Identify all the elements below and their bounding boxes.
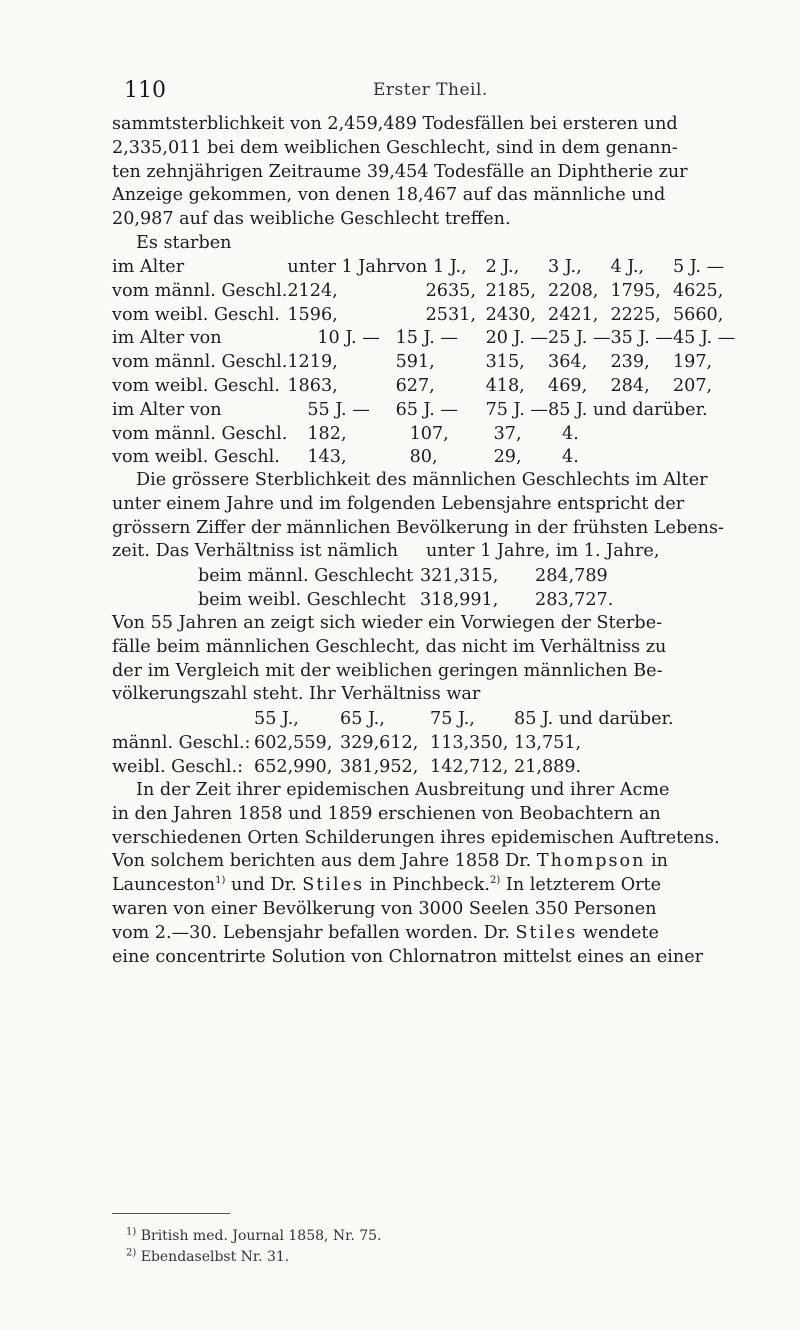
place-name: Launceston — [112, 875, 216, 896]
text-line: Von 55 Jahren an zeigt sich wieder ein Vorwiegen der Sterbe- — [112, 613, 663, 633]
table-cell: 1795, — [610, 280, 661, 301]
text-line: Die grössere Sterblichkeit des männlichen Geschlechts im Alter — [136, 470, 708, 490]
table-cell: 364, — [548, 352, 588, 373]
table-cell: 207, — [672, 375, 713, 396]
table-cell: 3 J., — [548, 257, 582, 277]
person-name: Thompson — [536, 851, 646, 872]
table-row — [112, 304, 735, 328]
table-cell: 20 J. — — [485, 328, 549, 349]
text-line: eine concentrirte Solution von Chlornatron mittelst eines an einer — [112, 946, 704, 967]
table-cell: vom männl. Geschl. — [112, 352, 288, 373]
age-table — [112, 256, 735, 470]
table-row — [112, 280, 735, 304]
text-fragment: wendete — [582, 922, 659, 943]
table-cell: 239, — [610, 352, 650, 373]
table-cell — [112, 708, 254, 732]
table-cell: vom männl. Geschl. — [112, 423, 288, 444]
ratio-table-1 — [198, 565, 613, 613]
table-cell: 65 J. — — [395, 399, 459, 420]
text-fragment: Von solchem berichten aus dem Jahre 1858 Dr. — [112, 851, 532, 872]
table-cell: 15 J. — — [395, 328, 459, 349]
running-head: Erster Theil. — [373, 80, 488, 100]
table-cell: 45 J. — — [672, 328, 736, 349]
footnotes — [112, 1226, 382, 1268]
text-line: der im Vergleich mit der weiblichen geringen männlichen Be- — [112, 660, 663, 681]
text-line: in den Jahren 1858 und 1859 erschienen von Beobachtern an — [112, 803, 661, 824]
table-cell: von 1 J., — [395, 257, 467, 277]
text-line — [112, 922, 740, 946]
table-row — [112, 708, 674, 732]
text-line — [112, 874, 740, 898]
footnote — [126, 1226, 382, 1247]
table-cell: 37, — [493, 423, 522, 444]
paragraph-3 — [112, 612, 740, 707]
table-cell: 321,315, — [420, 566, 499, 586]
table-cell: 65 J., — [340, 709, 385, 729]
table-cell: 10 J. — — [317, 328, 380, 349]
table-cell: 2430, — [485, 304, 536, 325]
table-cell: vom weibl. Geschl. — [112, 447, 280, 468]
table-cell: 5660, — [672, 304, 724, 325]
table-cell: 284,789 — [535, 566, 608, 586]
table-cell: 652,990, — [254, 756, 333, 777]
table-cell: 2225, — [610, 304, 661, 325]
text-line: 2,335,011 bei dem weiblichen Geschlecht, sind in dem genann- — [112, 137, 678, 158]
table-cell: 80, — [409, 447, 438, 468]
text-line: verschiedenen Orten Schilderungen ihres epidemischen Auftretens. — [112, 827, 720, 848]
text-line: fälle beim männlichen Geschlecht, das nicht im Verhältniss zu — [112, 636, 667, 657]
text-fragment: vom 2.—30. Lebensjahr befallen worden. Dr. — [112, 922, 510, 943]
table-cell: 107, — [409, 423, 449, 444]
table-cell: 2421, — [548, 304, 599, 325]
table-cell: 55 J., — [254, 709, 299, 729]
footnote-number: 2) — [126, 1247, 137, 1259]
table-row — [112, 351, 735, 375]
table-row — [112, 399, 735, 423]
table-cell: 591, — [395, 352, 435, 373]
table-cell: 5 J. — — [672, 257, 725, 277]
table-cell: 602,559, — [254, 732, 333, 753]
table-row — [112, 256, 735, 280]
table-cell: 381,952, — [340, 756, 419, 777]
table-cell: 2185, — [485, 280, 536, 301]
table-cell: weibl. Geschl.: — [112, 756, 243, 777]
table-cell: 1596, — [287, 304, 338, 325]
table-cell: vom männl. Geschl. — [112, 280, 288, 301]
page-number: 110 — [124, 78, 166, 103]
text-line — [112, 850, 740, 874]
table-row — [112, 375, 735, 399]
text-line: grössern Ziffer der männlichen Bevölkerung in der frühsten Lebens- — [112, 517, 724, 538]
table-row — [112, 423, 735, 447]
text-fragment: in — [651, 851, 668, 872]
table-cell: 85 J. und darüber. — [514, 709, 674, 729]
text-line: zeit. Das Verhältniss ist nämlich unter 1 Jahre, im 1. Jahre, — [112, 541, 660, 562]
text-line: völkerungszahl steht. Ihr Verhältniss war — [112, 684, 481, 705]
table-row — [112, 446, 735, 470]
text-line: 20,987 auf das weibliche Geschlecht treffen. — [112, 209, 511, 230]
page-header — [0, 78, 800, 118]
table-row — [112, 756, 674, 780]
table-cell: im Alter — [112, 257, 185, 277]
es-starben: Es starben — [136, 232, 232, 253]
footnote-number: 1) — [126, 1226, 137, 1238]
person-name: Stiles — [515, 922, 578, 943]
table-cell: 4625, — [672, 280, 724, 301]
table-cell: 25 J. — — [548, 328, 611, 349]
table-cell: 2635, — [425, 280, 476, 301]
table-cell: 315, — [485, 352, 525, 373]
table-cell: vom weibl. Geschl. — [112, 375, 280, 396]
table-row — [198, 589, 613, 613]
person-name: Stiles — [302, 875, 365, 896]
footnote-text: Ebendaselbst Nr. 31. — [140, 1249, 290, 1265]
text-fragment: in Pinchbeck. — [369, 875, 491, 896]
footnote-rule — [112, 1213, 230, 1214]
table-cell: im Alter von — [112, 328, 222, 349]
table-cell: 1863, — [287, 375, 338, 396]
text-fragment: und Dr. — [230, 875, 297, 896]
table-cell: 2208, — [548, 280, 599, 301]
table-cell: 113,350, — [430, 732, 509, 753]
table-cell: 29, — [493, 447, 522, 468]
table-cell: 2124, — [287, 280, 338, 301]
table-cell: 4 J., — [610, 257, 645, 277]
text-line: waren von einer Bevölkerung von 3000 Seelen 350 Personen — [112, 898, 657, 919]
table-cell: 142,712, — [430, 756, 509, 777]
table-cell: 329,612, — [340, 732, 419, 753]
table-cell: 627, — [395, 375, 435, 396]
text-line: In der Zeit ihrer epidemischen Ausbreitung und ihrer Acme — [136, 780, 670, 800]
footnote-mark[interactable]: 1) — [215, 875, 226, 887]
table-cell: 284, — [610, 375, 650, 396]
table-cell: 143, — [307, 447, 347, 468]
table-cell: im Alter von — [112, 399, 222, 420]
table-row — [198, 565, 613, 589]
table-cell: 469, — [548, 375, 588, 396]
table-cell: 318,991, — [420, 589, 499, 610]
table-cell: 4. — [562, 423, 579, 444]
table-cell: unter 1 Jahr — [287, 257, 396, 277]
table-row — [112, 327, 735, 351]
table-cell: vom weibl. Geschl. — [112, 304, 280, 325]
footnote-text: British med. Journal 1858, Nr. 75. — [140, 1228, 382, 1244]
footnote — [126, 1247, 382, 1268]
text-line: sammtsterblichkeit von 2,459,489 Todesfällen bei ersteren und — [112, 114, 678, 134]
footnote-mark[interactable]: 2) — [490, 875, 501, 887]
table-cell: 55 J. — — [307, 399, 370, 420]
table-cell: 13,751, — [514, 732, 582, 753]
table-cell: 75 J. — — [485, 399, 549, 420]
table-cell: 2 J., — [485, 257, 520, 277]
table-cell: 197, — [672, 352, 713, 373]
table-cell: 85 J. und darüber. — [548, 399, 708, 420]
text-line: unter einem Jahre und im folgenden Lebensjahre entspricht der — [112, 493, 685, 514]
table-cell: 182, — [307, 423, 347, 444]
table-cell: 1219, — [287, 352, 338, 373]
table-cell: männl. Geschl.: — [112, 732, 251, 753]
table-cell: 418, — [485, 375, 525, 396]
paragraph-4 — [112, 779, 740, 969]
paragraph-1 — [112, 113, 740, 256]
table-cell: 35 J. — — [610, 328, 673, 349]
table-cell: 4. — [562, 447, 579, 468]
ratio-table-2 — [112, 708, 674, 779]
table-cell: beim weibl. Geschlecht — [198, 589, 406, 610]
table-cell: 2531, — [425, 304, 476, 325]
table-cell: beim männl. Geschlecht — [198, 566, 414, 586]
text-line: ten zehnjährigen Zeitraume 39,454 Todesfälle an Diphtherie zur — [112, 161, 688, 182]
table-cell: 283,727. — [535, 589, 614, 610]
table-cell: 21,889. — [514, 756, 582, 777]
paragraph-2 — [112, 469, 740, 564]
text-fragment: In letzterem Orte — [505, 875, 662, 896]
text-line: Anzeige gekommen, von denen 18,467 auf das männliche und — [112, 185, 666, 206]
table-row — [112, 732, 674, 756]
table-cell: 75 J., — [430, 709, 475, 729]
